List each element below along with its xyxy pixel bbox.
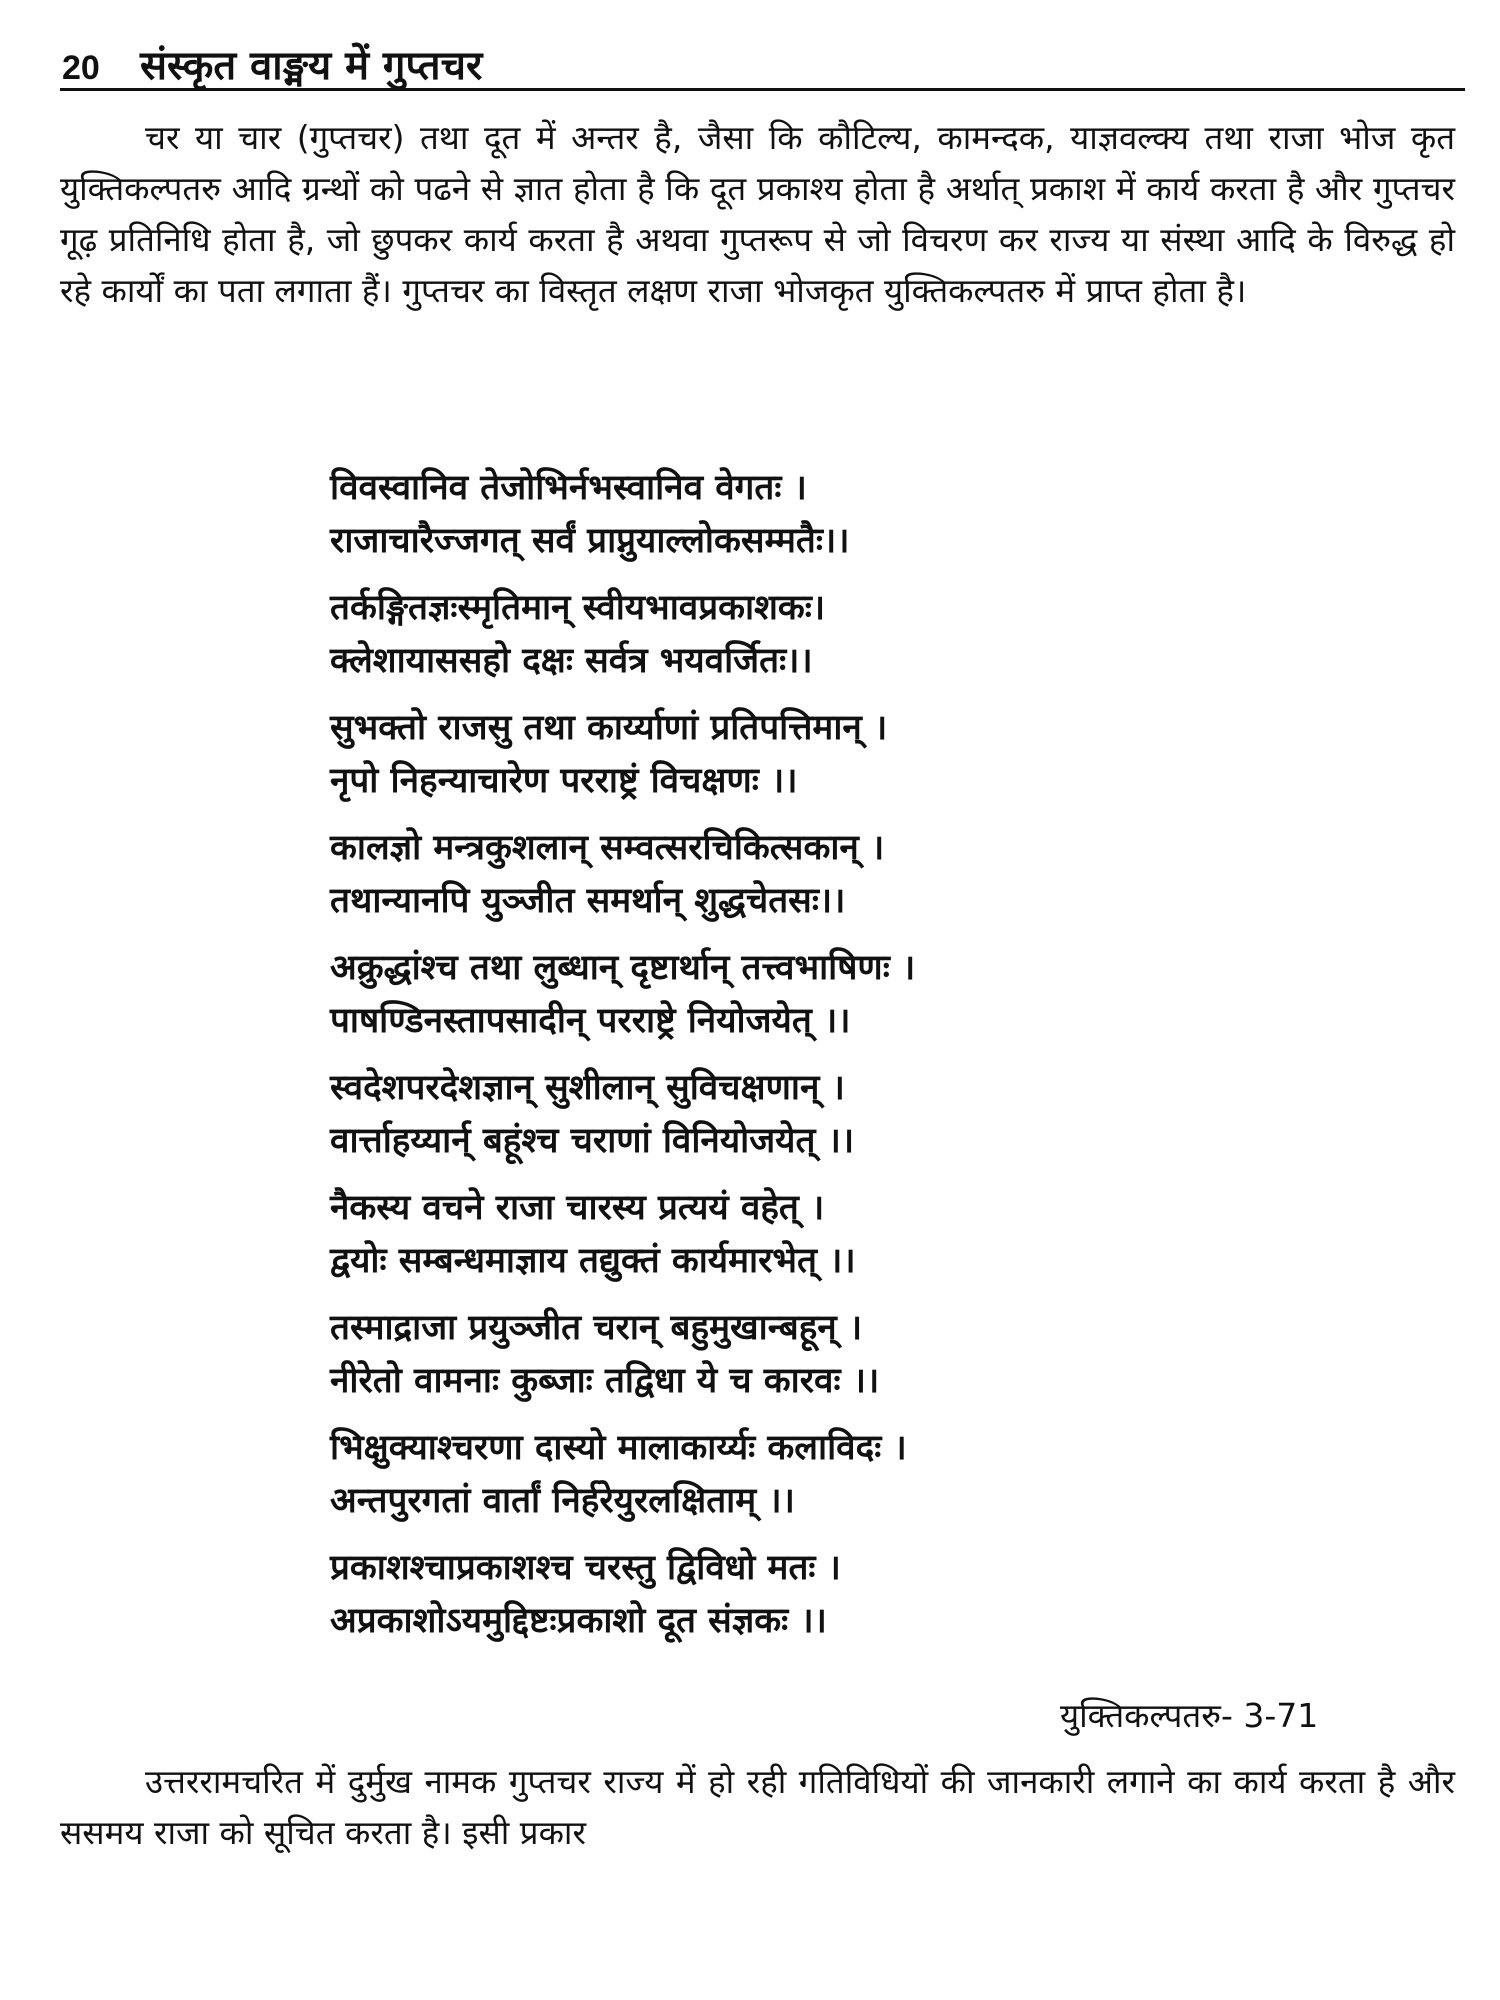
verse-line: वार्त्ताहय्यार्न् बहूंश्च चराणां विनियोजयेत् ।। — [330, 1121, 855, 1161]
stanza — [330, 462, 1230, 568]
verse-block — [330, 462, 1230, 1662]
stanza — [330, 1542, 1230, 1648]
verse-line: अप्रकाशोऽयमुद्दिष्टःप्रकाशो दूत संज्ञकः ।। — [330, 1601, 827, 1641]
verse-line: द्वयोः सम्बन्धमाज्ञाय तद्युक्तं कार्यमारभेत् ।। — [330, 1241, 856, 1281]
verse-line: तस्माद्राजा प्रयुञ्जीत चरान् बहुमुखान्बहून् । — [330, 1308, 863, 1348]
verse-line: अन्तपुरगतां वार्तां निर्हरेयुरलक्षिताम् ।। — [330, 1481, 795, 1521]
verse-line: भिक्षुक्याश्चरणा दास्यो मालाकार्य्यः कलाविदः । — [330, 1428, 907, 1468]
verse-line: राजाचारैज्जगत् सर्वं प्राप्नुयाल्लोकसम्मतैः।। — [330, 521, 850, 561]
stanza — [330, 1062, 1230, 1168]
verse-line: प्रकाशश्चाप्रकाशश्च चरस्तु द्विविधो मतः । — [330, 1548, 841, 1588]
verse-line: नृपो निहन्याचारेण परराष्ट्रं विचक्षणः ।। — [330, 761, 798, 801]
stanza — [330, 942, 1230, 1048]
verse-line: सुभक्तो राजसु तथा कार्य्याणां प्रतिपत्तिमान् । — [330, 708, 888, 748]
intro-paragraph: चर या चार (गुप्तचर) तथा दूत में अन्तर है, जैसा कि कौटिल्य, कामन्दक, याज्ञवल्क्य तथा राजा भोज कृत युक्तिकल्पतरु आदि ग्रन्थों को पढने से ज्ञात होता है कि दूत प्रकाश्य होता है अर्थात् प्रकाश में कार्य करता है और गुप्तचर गूढ़ प्रतिनिधि होता है, जो छुपकर कार्य करता है अथवा गुप्तरूप से जो विचरण कर राज्य या संस्था आदि के विरुद्ध हो रहे कार्यों का पता लगाता हैं। गुप्तचर का विस्तृत लक्षण राजा भोजकृत युक्तिकल्पतरु में प्राप्त होता है। — [60, 118, 1455, 310]
stanza — [330, 822, 1230, 928]
verse-citation: युक्तिकल्पतरु- 3-71 — [1060, 1696, 1319, 1735]
page-number: 20 — [62, 49, 100, 87]
stanza — [330, 702, 1230, 808]
stanza — [330, 1422, 1230, 1528]
stanza — [330, 1302, 1230, 1408]
closing-paragraph: उत्तररामचरित में दुर्मुख नामक गुप्तचर राज्य में हो रही गतिविधियों की जानकारी लगाने का कार्य करता है और ससमय राजा को सूचित करता है। इसी प्रकार — [60, 1762, 1455, 1852]
stanza — [330, 1182, 1230, 1288]
verse-line: स्वदेशपरदेशज्ञान् सुशीलान् सुविचक्षणान् । — [330, 1068, 845, 1108]
verse-line: अक्रुद्धांश्च तथा लुब्धान् दृष्टार्थान् तत्त्वभाषिणः । — [330, 948, 916, 988]
verse-line: तथान्यानपि युञ्जीत समर्थान् शुद्धचेतसः।। — [330, 881, 846, 921]
verse-line: तर्कङ्गितज्ञःस्मृतिमान् स्वीयभावप्रकाशकः। — [330, 588, 826, 628]
verse-line: क्लेशायाससहो दक्षः सर्वत्र भयवर्जितः।। — [330, 641, 813, 681]
verse-line: कालज्ञो मन्त्रकुशलान् सम्वत्सरचिकित्सकान् । — [330, 828, 885, 868]
verse-line: विवस्वानिव तेजोभिर्नभस्वानिव वेगतः । — [330, 468, 807, 508]
running-title: संस्कृत वाङ्मय में गुप्तचर — [140, 43, 483, 89]
verse-line: नैकस्य वचने राजा चारस्य प्रत्ययं वहेत् । — [330, 1188, 825, 1228]
verse-line: पाषण्डिनस्तापसादीन् परराष्ट्रे नियोजयेत् ।। — [330, 1001, 851, 1041]
header-rule — [60, 88, 1465, 91]
stanza — [330, 582, 1230, 688]
verse-line: नीरेतो वामनाः कुब्जाः तद्विधा ये च कारवः ।। — [330, 1361, 880, 1401]
